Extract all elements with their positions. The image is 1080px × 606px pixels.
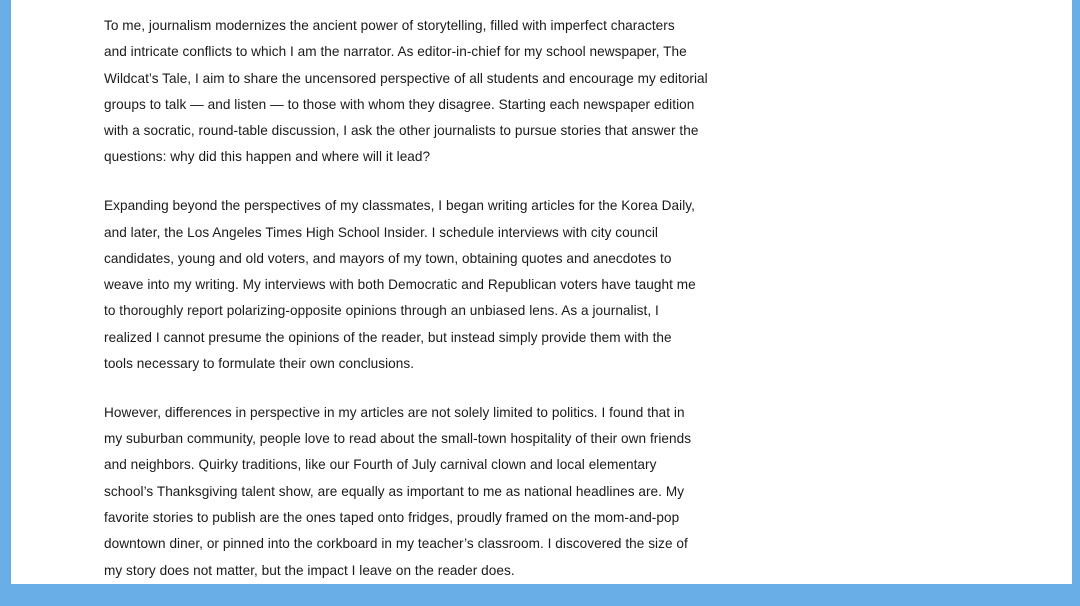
- paragraph-3: [104, 400, 754, 584]
- paragraph-2: [104, 193, 754, 377]
- text-line: favorite stories to publish are the ones taped onto fridges, proudly framed on the mom-and-pop: [104, 510, 680, 526]
- text-line: Wildcat’s Tale, I aim to share the uncensored perspective of all students and encourage my editorial: [104, 70, 708, 86]
- text-line: tools necessary to formulate their own conclusions.: [104, 356, 415, 372]
- text-line: my story does not matter, but the impact I leave on the reader does.: [104, 562, 515, 578]
- text-line: to thoroughly report polarizing-opposite opinions through an unbiased lens. As a journalist, I: [104, 303, 659, 319]
- text-line: To me, journalism modernizes the ancient power of storytelling, filled with imperfect characters: [104, 18, 675, 33]
- text-line: my suburban community, people love to read about the small-town hospitality of their own friends: [104, 431, 692, 447]
- document-page: [11, 0, 1072, 584]
- text-line: Expanding beyond the perspectives of my classmates, I began writing articles for the Korea Daily,: [104, 198, 695, 214]
- text-line: with a socratic, round-table discussion, I ask the other journalists to pursue stories that answer the: [104, 123, 699, 139]
- text-line: However, differences in perspective in my articles are not solely limited to politics. I found that in: [104, 404, 685, 420]
- text-line: realized I cannot presume the opinions of the reader, but instead simply provide them with the: [104, 329, 672, 345]
- text-line: school’s Thanksgiving talent show, are equally as important to me as national headlines are. My: [104, 483, 685, 499]
- text-line: downtown diner, or pinned into the corkboard in my teacher’s classroom. I discovered the size of: [104, 536, 688, 552]
- text-line: weave into my writing. My interviews with both Democratic and Republican voters have taught me: [104, 277, 696, 293]
- paragraph-1: [104, 13, 754, 171]
- text-line: groups to talk — and listen — to those with whom they disagree. Starting each newspaper edition: [104, 96, 695, 112]
- text-line: and later, the Los Angeles Times High School Insider. I schedule interviews with city council: [104, 224, 658, 240]
- text-line: and intricate conflicts to which I am the narrator. As editor-in-chief for my school newspaper, The: [104, 44, 687, 60]
- essay-body: [104, 13, 754, 606]
- text-line: and neighbors. Quirky traditions, like our Fourth of July carnival clown and local elementary: [104, 457, 657, 473]
- text-line: candidates, young and old voters, and mayors of my town, obtaining quotes and anecdotes to: [104, 250, 672, 266]
- text-line: questions: why did this happen and where will it lead?: [104, 149, 431, 165]
